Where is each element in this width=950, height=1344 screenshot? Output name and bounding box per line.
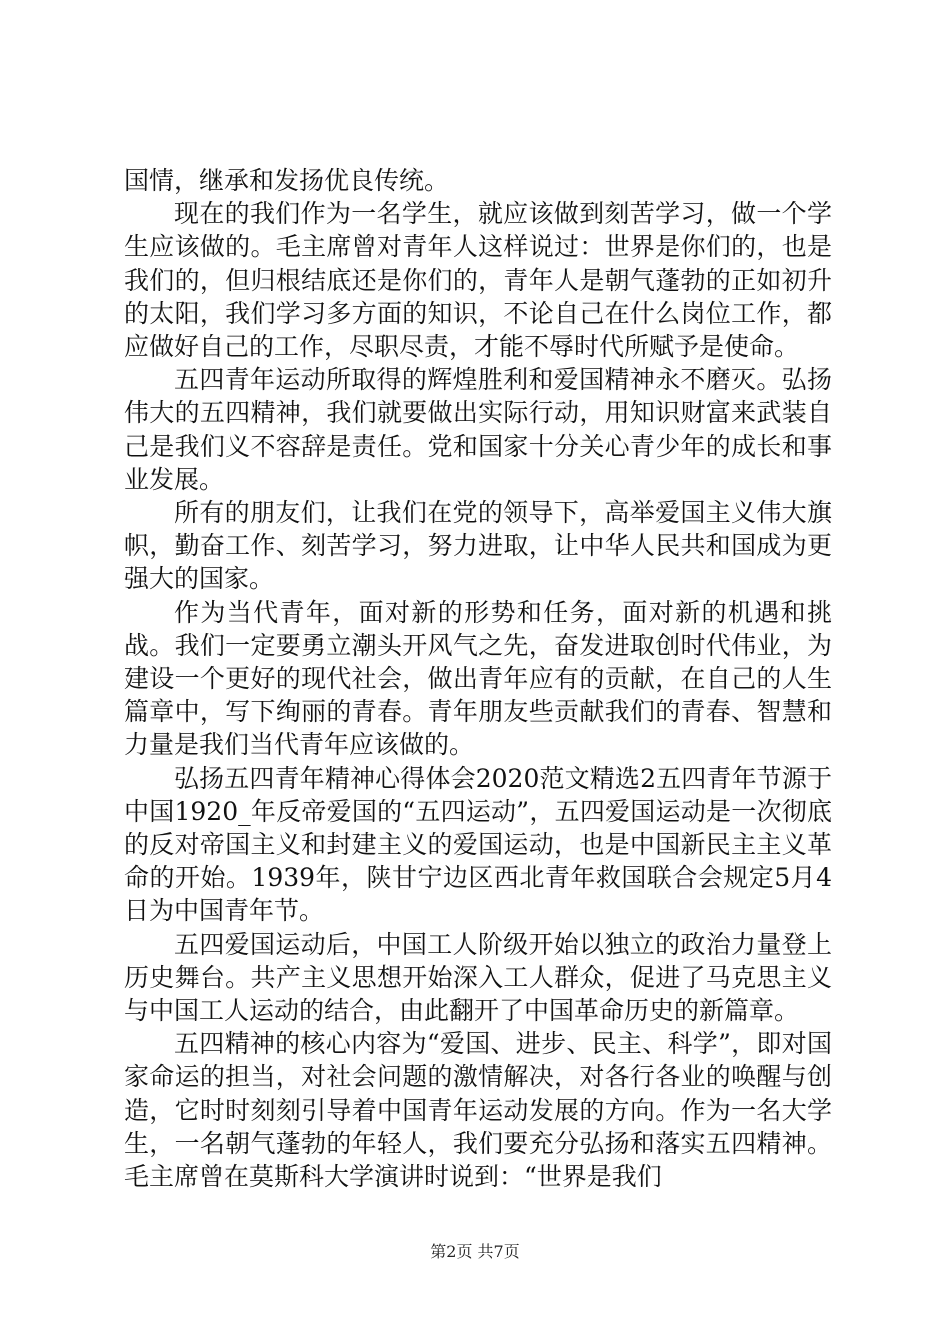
paragraph: 现在的我们作为一名学生，就应该做到刻苦学习，做一个学生应该做的。毛主席曾对青年人这样说过：世界是你们的，也是我们的，但归根结底还是你们的，青年人是朝气蓬勃的正如初升的太阳，我们学习多方面的知识，不论自己在什么岗位工作，都应做好自己的工作，尽职尽责，才能不辱时代所赋予是使命。 [124, 199, 832, 362]
paragraph-continuation: 国情，继承和发扬优良传统。 [124, 166, 450, 195]
paragraph: 五四爱国运动后，中国工人阶级开始以独立的政治力量登上历史舞台。共产主义思想开始深入工人群众，促进了马克思主义与中国工人运动的结合，由此翻开了中国革命历史的新篇章。 [124, 929, 832, 1026]
page-footer: 第2页 共7页 [430, 1242, 520, 1261]
document-body [124, 164, 832, 1193]
paragraph: 五四精神的核心内容为“爱国、进步、民主、科学”，即对国家命运的担当，对社会问题的激情解决，对各行各业的唤醒与创造，它时时刻刻引导着中国青年运动发展的方向。作为一名大学生，一名朝气蓬勃的年轻人，我们要充分弘扬和落实五四精神。毛主席曾在莫斯科大学演讲时说到：“世界是我们 [124, 1029, 832, 1192]
paragraph: 作为当代青年，面对新的形势和任务，面对新的机遇和挑战。我们一定要勇立潮头开风气之先，奋发进取创时代伟业，为建设一个更好的现代社会，做出青年应有的贡献，在自己的人生篇章中，写下绚丽的青春。青年朋友些贡献我们的青春、智慧和力量是我们当代青年应该做的。 [124, 597, 832, 760]
paragraph: 五四青年运动所取得的辉煌胜利和爱国精神永不磨灭。弘扬伟大的五四精神，我们就要做出实际行动，用知识财富来武装自己是我们义不容辞是责任。党和国家十分关心青少年的成长和事业发展。 [124, 365, 832, 494]
paragraph: 所有的朋友们，让我们在党的领导下，高举爱国主义伟大旗帜，勤奋工作、刻苦学习，努力进取，让中华人民共和国成为更强大的国家。 [124, 498, 832, 594]
paragraph: 弘扬五四青年精神心得体会2020范文精选2五四青年节源于中国1920_年反帝爱国的“五四运动”，五四爱国运动是一次彻底的反对帝国主义和封建主义的爱国运动，也是中国新民主主义革命的开始。1939年，陕甘宁边区西北青年救国联合会规定5月4日为中国青年节。 [124, 763, 832, 926]
